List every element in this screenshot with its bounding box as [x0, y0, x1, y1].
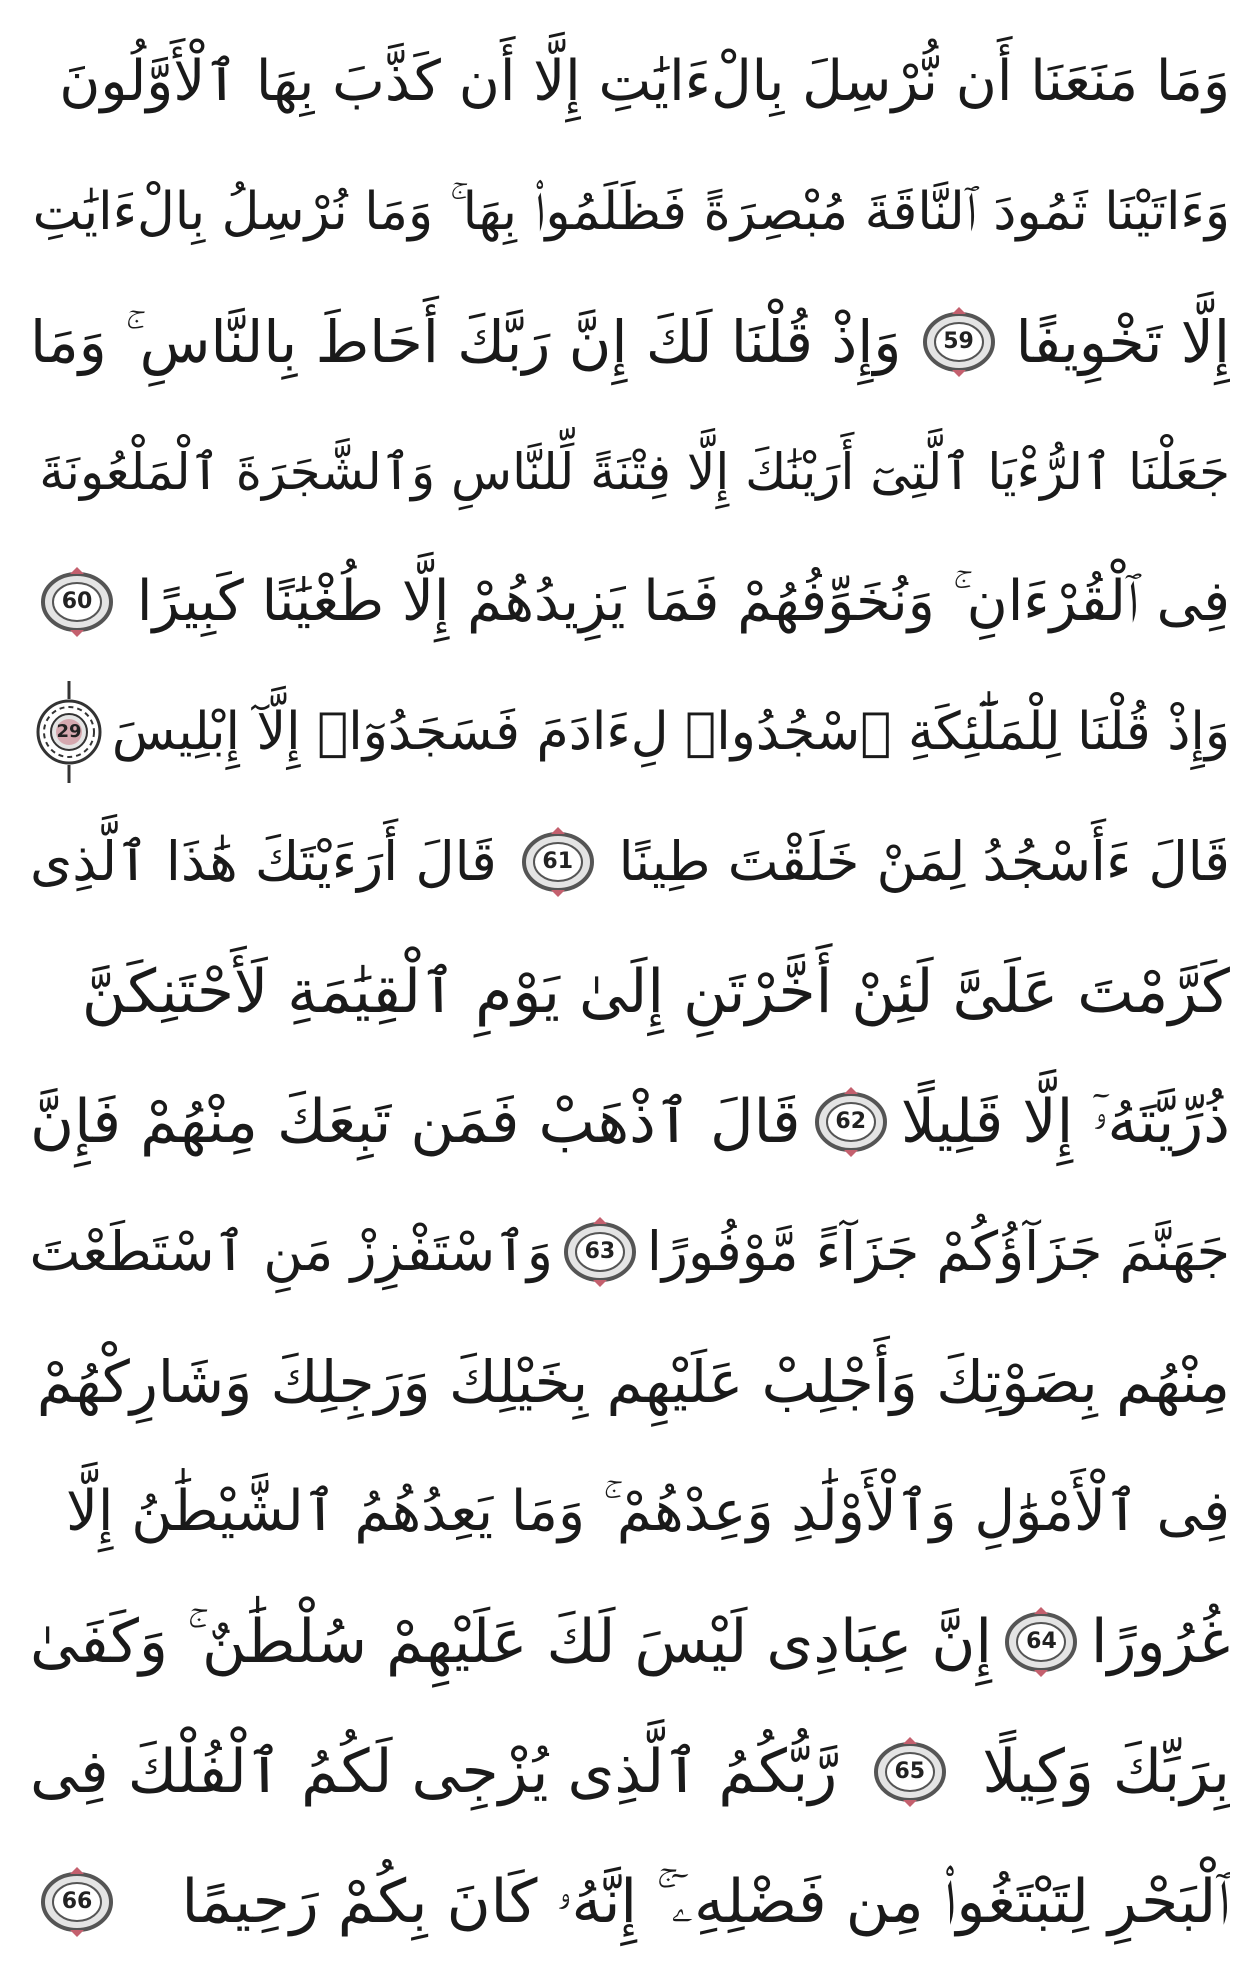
ayah-end-marker [922, 305, 996, 379]
verse-line [30, 18, 1230, 146]
verse-line [30, 278, 1230, 406]
verse-text: وَٱسْتَفْزِزْ مَنِ ٱسْتَطَعْتَ [30, 1220, 553, 1283]
verse-text: وَإِذْ قُلْنَا لَكَ إِنَّ رَبَّكَ أَحَاطَ بِالنَّاسِ ۚ وَمَا [30, 308, 902, 376]
ayah-end-marker [563, 1215, 637, 1289]
hizb-number: 29 [56, 721, 82, 742]
verse-text: كَرَّمْتَ عَلَىَّ لَئِنْ أَخَّرْتَنِ إِلَىٰ يَوْمِ ٱلْقِيَٰمَةِ لَأَحْتَنِكَنَّ [81, 957, 1230, 1027]
verse-line [30, 1578, 1230, 1706]
verse-line [30, 1448, 1230, 1576]
verse-text: جَعَلْنَا ٱلرُّءْيَا ٱلَّتِىٓ أَرَيْنَٰكَ إِلَّا فِتْنَةً لِّلنَّاسِ وَٱلشَّجَرَةَ ٱلْمَلْعُونَةَ [39, 443, 1230, 501]
verse-text: قَالَ ءَأَسْجُدُ لِمَنْ خَلَقْتَ طِينًا [618, 830, 1230, 893]
ayah-end-marker [873, 1735, 947, 1809]
verse-text: فِى ٱلْأَمْوَٰلِ وَٱلْأَوْلَٰدِ وَعِدْهُمْ ۚ وَمَا يَعِدُهُمُ ٱلشَّيْطَٰنُ إِلَّا [65, 1479, 1230, 1544]
verse-text: وَإِذْ قُلْنَا لِلْمَلَٰٓئِكَةِ ٱسْجُدُوا۟ لِءَادَمَ فَسَجَدُوٓا۟ إِلَّآ إِبْلِيسَ [111, 702, 1230, 762]
verse-text: قَالَ ٱذْهَبْ فَمَن تَبِعَكَ مِنْهُمْ فَإِنَّ [30, 1087, 801, 1157]
ayah-end-marker [814, 1085, 888, 1159]
ayah-number: 62 [835, 1109, 867, 1134]
ayah-number: 60 [61, 589, 93, 614]
verse-text: وَءَاتَيْنَا ثَمُودَ ٱلنَّاقَةَ مُبْصِرَةً فَظَلَمُوا۟ بِهَا ۚ وَمَا نُرْسِلُ بِالْءَايَٰتِ [32, 182, 1230, 242]
verse-text: مِنْهُم بِصَوْتِكَ وَأَجْلِبْ عَلَيْهِم بِخَيْلِكَ وَرَجِلِكَ وَشَارِكْهُمْ [36, 1348, 1230, 1416]
verse-line [30, 1838, 1230, 1966]
ayah-number: 61 [542, 849, 574, 874]
verse-text: بِرَبِّكَ وَكِيلًا [982, 1737, 1230, 1807]
verse-line [30, 538, 1230, 666]
ayah-number: 63 [584, 1239, 616, 1264]
verse-text: غُرُورًا [1090, 1607, 1230, 1677]
verse-text: ٱلْبَحْرِ لِتَبْتَغُوا۟ مِن فَضْلِهِۦٓ ۚ إِنَّهُۥ كَانَ بِكُمْ رَحِيمًا [181, 1867, 1230, 1937]
ayah-end-marker [40, 1865, 114, 1939]
verse-line [30, 1058, 1230, 1186]
verse-line [30, 148, 1230, 276]
verse-text: قَالَ أَرَءَيْتَكَ هَٰذَا ٱلَّذِى [30, 830, 497, 893]
ayah-end-marker [1004, 1605, 1078, 1679]
verse-text: جَهَنَّمَ جَزَآؤُكُمْ جَزَآءً مَّوْفُورًا [646, 1220, 1230, 1283]
verse-text: وَمَا مَنَعَنَا أَن نُّرْسِلَ بِالْءَايَٰتِ إِلَّا أَن كَذَّبَ بِهَا ٱلْأَوَّلُونَ [59, 49, 1230, 114]
verse-line [30, 1188, 1230, 1316]
verse-text: ذُرِّيَّتَهُۥٓ إِلَّا قَلِيلًا [900, 1087, 1230, 1157]
ayah-number: 59 [943, 329, 974, 354]
verse-text: رَّبُّكُمُ ٱلَّذِى يُزْجِى لَكُمُ ٱلْفُلْكَ فِى [30, 1737, 838, 1807]
verse-line [30, 408, 1230, 536]
ayah-number: 65 [894, 1759, 926, 1784]
ayah-number: 66 [61, 1889, 93, 1914]
verse-line [30, 1708, 1230, 1836]
verse-text: إِنَّ عِبَادِى لَيْسَ لَكَ عَلَيْهِمْ سُلْطَٰنٌ ۚ وَكَفَىٰ [30, 1607, 993, 1677]
ayah-end-marker [40, 565, 114, 639]
ayah-end-marker [521, 825, 595, 899]
verse-text: إِلَّا تَخْوِيفًا [1015, 308, 1230, 376]
verse-line [30, 928, 1230, 1056]
verse-line [30, 1318, 1230, 1446]
hizb-marker [34, 677, 104, 787]
verse-text: فِى ٱلْقُرْءَانِ ۚ وَنُخَوِّفُهُمْ فَمَا يَزِيدُهُمْ إِلَّا طُغْيَٰنًا كَبِيرًا [136, 569, 1230, 634]
ayah-number: 64 [1026, 1629, 1057, 1654]
verse-line [30, 798, 1230, 926]
verse-line [30, 668, 1230, 796]
